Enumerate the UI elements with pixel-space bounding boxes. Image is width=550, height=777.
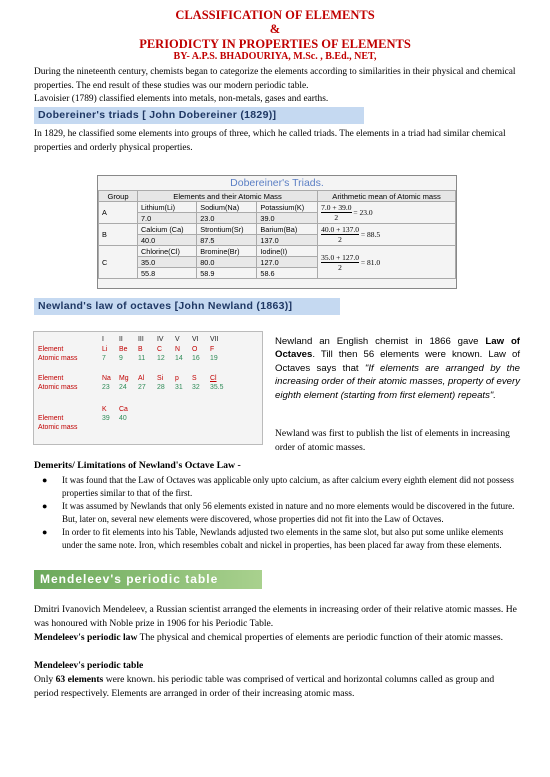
denominator: 2 (334, 213, 339, 222)
table-row (99, 224, 456, 235)
newland-text-a: Newland an English chemist in 1866 gave (275, 336, 486, 347)
mass-cell: 58.6 (257, 268, 318, 279)
table-row (99, 246, 456, 257)
mass-value: 28 (157, 384, 165, 391)
list-item (34, 526, 522, 551)
roman-cell: V (175, 336, 180, 343)
mass-value: 12 (157, 355, 165, 362)
row3-symbols (38, 406, 258, 415)
mass-cell: 55.8 (138, 268, 197, 279)
element-cell: Chlorine(Cl) (138, 246, 197, 257)
element-symbol: C (157, 346, 162, 353)
mass-cell: 7.0 (138, 213, 197, 224)
col-header-elements: Elements and their Atomic Mass (138, 191, 318, 202)
list-item (34, 474, 522, 499)
mass-value: 35.5 (210, 384, 224, 391)
mass-cell: 137.0 (257, 235, 318, 246)
dobereiner-paragraph: In 1829, he classified some elements into groups of three, which he called triads. The elements in a triad had similar chemical properties and orderly physical properties. (34, 129, 506, 153)
dobereiner-table (98, 190, 456, 279)
newland-law-paragraph (275, 335, 520, 402)
roman-cell: IV (157, 336, 164, 343)
row3-masses (38, 415, 258, 424)
mass-cell: 39.0 (257, 213, 318, 224)
dobereiner-table-figure (97, 175, 457, 289)
bullet-icon: ● (42, 527, 48, 538)
roman-cell: VI (192, 336, 199, 343)
mass-value: 40 (119, 415, 127, 422)
mass-label: Atomic mass (38, 355, 78, 362)
mass-value: 16 (192, 355, 200, 362)
list-item-text: It was assumed by Newlands that only 56 elements existed in nature and no more elements would be discovered in the future. But, later on, several new elements were discovered, whose properties did not fit into the Law of Octaves. (62, 501, 515, 524)
dobereiner-heading-bar (34, 107, 364, 124)
group-cell: A (99, 202, 138, 224)
result: = 88.5 (360, 230, 381, 239)
element-symbol: Ca (119, 406, 128, 413)
roman-cell: II (119, 336, 123, 343)
element-symbol: B (138, 346, 143, 353)
col-header-mean: Arithmetic mean of Atomic mass (318, 191, 456, 202)
list-item (34, 500, 522, 525)
element-cell: Lithium(Li) (138, 202, 197, 213)
group-cell: B (99, 224, 138, 246)
only-text: Only (34, 674, 56, 685)
mass-cell: 23.0 (197, 213, 257, 224)
dobereiner-table-caption: Dobereiner's Triads. (230, 177, 324, 189)
result: = 81.0 (360, 257, 381, 267)
element-cell: Bromine(Br) (197, 246, 257, 257)
element-symbol: Mg (119, 375, 129, 382)
element-symbol: O (192, 346, 198, 353)
mass-cell: 127.0 (257, 257, 318, 268)
element-label: Element (38, 375, 64, 382)
mass-value: 7 (102, 355, 106, 362)
element-symbol: Cl (210, 375, 217, 382)
mendeleev-law-label: Mendeleev's periodic law (34, 632, 138, 643)
element-symbol: F (210, 346, 215, 353)
element-count: 63 elements (55, 674, 104, 685)
row2-elements (38, 375, 258, 384)
denominator: 2 (338, 262, 342, 272)
mass-label: Atomic mass (38, 424, 78, 431)
newland-heading: Newland's law of octaves [John Newland (1863)] (38, 300, 293, 312)
result: = 23.0 (353, 208, 373, 217)
roman-numerals-row (38, 336, 258, 345)
bullet-icon: ● (42, 475, 48, 485)
mendeleev-table-paragraph (34, 673, 518, 701)
element-label: Element (38, 415, 64, 422)
element-symbol: S (192, 375, 197, 382)
mass-value: 23 (102, 384, 110, 391)
element-symbol: N (175, 346, 180, 353)
row1-elements (38, 346, 258, 355)
mendeleev-law-text: The physical and chemical properties of elements are periodic function of their atomic masses. (137, 632, 503, 643)
mass-value: 32 (192, 384, 200, 391)
mass-cell: 40.0 (138, 235, 197, 246)
mass-value: 14 (175, 355, 183, 362)
mass-value: 19 (210, 355, 218, 362)
mean-formula (318, 202, 456, 224)
mendeleev-intro: Dmitri Ivanovich Mendeleev, a Russian scientist arranged the elements in increasing order of their relative atomic masses. He was honoured with Noble prize in 1906 for his Periodic Table. (34, 604, 517, 629)
element-cell: Strontium(Sr) (197, 224, 257, 235)
lavoisier-paragraph: Lavoisier (1789) classified elements into metals, non-metals, gases and earths. (34, 94, 329, 104)
mass-label: Atomic mass (38, 384, 78, 391)
table-row (99, 202, 456, 213)
newland-octaves-table (33, 331, 263, 445)
element-cell: Barium(Ba) (257, 224, 318, 235)
row1-masses (38, 355, 258, 364)
newland-text-c: . Till then 56 elements were known. Law of Octaves says that (275, 349, 520, 374)
demerits-heading: Demerits/ Limitations of Newland's Octave Law - (34, 460, 241, 471)
denominator: 2 (338, 235, 342, 244)
element-symbol: K (102, 406, 107, 413)
dobereiner-heading: Dobereiner's triads [ John Dobereiner (1829)] (38, 109, 277, 121)
title-line-2: PERIODICTY IN PROPERTIES OF ELEMENTS (139, 37, 411, 51)
element-symbol: p (175, 375, 179, 382)
law-of-octaves-term: Law of Octaves (275, 336, 520, 361)
element-symbol: Al (138, 375, 145, 382)
numerator: 35.0 + 127.0 (321, 252, 360, 262)
mass-value: 24 (119, 384, 127, 391)
law-quote: "If elements are arranged by the increasing order of their atomic masses, property of every eighth element (starting from first element) repeats". (275, 362, 520, 401)
mendeleev-heading: Mendeleev's periodic table (40, 572, 219, 586)
mass-value: 31 (175, 384, 183, 391)
roman-cell: VII (210, 336, 219, 343)
numerator: 40.0 + 137.0 (321, 225, 360, 234)
bullet-icon: ● (42, 501, 48, 512)
mass-value: 11 (138, 355, 146, 362)
title-ampersand: & (269, 22, 281, 36)
element-symbol: Na (102, 375, 111, 382)
roman-cell: I (102, 336, 104, 343)
mean-formula (318, 246, 456, 279)
list-item-text: It was found that the Law of Octaves was applicable only upto calcium, as after calcium every eighth element did not possess properties similar to that of the first. (62, 475, 514, 498)
roman-cell: III (138, 336, 144, 343)
demerits-list (34, 474, 522, 553)
element-symbol: Li (102, 346, 108, 353)
element-symbol: Be (119, 346, 128, 353)
newland-publish-paragraph: Newland was first to publish the list of elements in increasing order of atomic masses. (275, 429, 510, 453)
newland-heading-bar (34, 298, 340, 315)
mass-cell: 35.0 (138, 257, 197, 268)
mass-value: 39 (102, 415, 110, 422)
mass-value: 9 (119, 355, 123, 362)
list-item-text: In order to fit elements into his Table, Newlands adjusted two elements in the same slot, but also put some unlike elements under the same note. Iron, which resembles cobalt and nickel in properties, has been placed far away from these elements. (62, 527, 504, 550)
title-line-1: CLASSIFICATION OF ELEMENTS (175, 8, 375, 22)
mendeleev-heading-bar (34, 570, 262, 589)
mass-value: 27 (138, 384, 146, 391)
col-header-group: Group (99, 191, 138, 202)
author-byline: BY- A.P.S. BHADOURIYA, M.Sc. , B.Ed., NET, (173, 51, 377, 62)
numerator: 7.0 + 39.0 (321, 203, 352, 212)
row3-mass-label (38, 424, 258, 433)
element-cell: Potassium(K) (257, 202, 318, 213)
group-cell: C (99, 246, 138, 279)
mendeleev-table-label: Mendeleev's periodic table (34, 660, 144, 671)
mass-cell: 87.5 (197, 235, 257, 246)
mass-cell: 80.0 (197, 257, 257, 268)
element-cell: Sodium(Na) (197, 202, 257, 213)
element-cell: Calcium (Ca) (138, 224, 197, 235)
mass-cell: 58.9 (197, 268, 257, 279)
element-cell: Iodine(I) (257, 246, 318, 257)
element-symbol: Si (157, 375, 164, 382)
row2-masses (38, 384, 258, 393)
element-label: Element (38, 346, 64, 353)
mendeleev-law-paragraph (34, 631, 518, 645)
intro-paragraph: During the nineteenth century, chemists began to categorize the elements according to similarities in their physical and chemical properties. The end result of these studies was our modern periodic table. (34, 67, 516, 91)
mean-formula (318, 224, 456, 246)
mendeleev-table-text: were known. his periodic table was comprised of vertical and horizontal columns called as group and period respectively. Elements are arranged in order of their increasing atomic mass. (34, 674, 495, 699)
